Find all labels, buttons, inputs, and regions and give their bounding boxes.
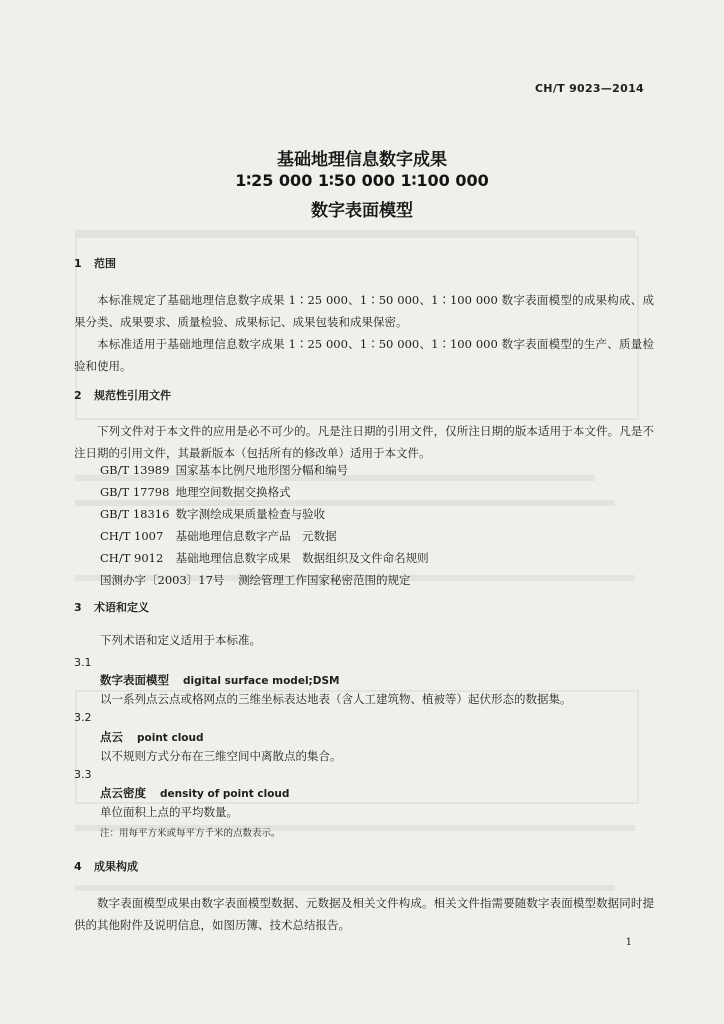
section-title: 规范性引用文件 [94, 389, 171, 402]
section-title: 成果构成 [94, 860, 138, 873]
term-en: point cloud [137, 732, 204, 744]
section-2-intro [74, 420, 654, 464]
reference-item [100, 528, 337, 544]
standard-code: CH/T 9023—2014 [534, 82, 644, 95]
reference-code: GB/T 13989 [100, 463, 170, 477]
term-heading [100, 785, 289, 801]
term-en: digital surface model;DSM [183, 675, 340, 687]
section-2-heading [74, 387, 171, 403]
page-number: 1 [625, 937, 632, 948]
section-number: 1 [74, 257, 82, 270]
term-note: 注：用每平方米或每平方千米的点数表示。 [100, 828, 281, 839]
section-4-heading [74, 858, 138, 874]
section-3-heading [74, 599, 149, 615]
term-number: 3.1 [74, 656, 92, 669]
section-title: 范围 [94, 257, 116, 270]
document-title-line2: 1∶25 000 1∶50 000 1∶100 000 [235, 171, 489, 190]
term-number: 3.2 [74, 711, 92, 724]
reference-code: 国测办字〔2003〕17号 [100, 573, 225, 587]
reference-code: CH/T 1007 [100, 529, 164, 543]
paragraph: 本标准规定了基础地理信息数字成果 1∶25 000、1∶50 000、1∶100 000 数字表面模型的成果构成、成果分类、成果要求、质量检验、成果标记、成果包装和成果保密。 [74, 293, 654, 329]
section-number: 3 [74, 601, 82, 614]
paragraph: 数字表面模型成果由数字表面模型数据、元数据及相关文件构成。相关文件指需要随数字表面模型数据同时提供的其他附件及说明信息，如图历簿、技术总结报告。 [74, 896, 654, 932]
reference-title: 测绘管理工作国家秘密范围的规定 [238, 573, 411, 587]
term-zh: 点云 [100, 730, 123, 744]
section-1-heading [74, 255, 116, 271]
section-3-intro: 下列术语和定义适用于本标准。 [100, 633, 261, 647]
reference-item [100, 484, 291, 500]
reference-item [100, 506, 325, 522]
reference-title: 国家基本比例尺地形图分幅和编号 [175, 463, 349, 477]
reference-item [100, 462, 348, 478]
section-title: 术语和定义 [94, 601, 149, 614]
reference-code: CH/T 9012 [100, 551, 164, 565]
reference-code: GB/T 17798 [100, 485, 170, 499]
term-heading [100, 729, 204, 745]
section-1-body [74, 289, 654, 377]
reference-item [100, 572, 411, 588]
term-en: density of point cloud [160, 788, 290, 800]
term-number: 3.3 [74, 768, 92, 781]
term-heading [100, 672, 339, 688]
term-zh: 数字表面模型 [100, 673, 169, 687]
section-number: 4 [74, 860, 82, 873]
paragraph: 下列文件对于本文件的应用是必不可少的。凡是注日期的引用文件，仅所注日期的版本适用于本文件。凡是不注日期的引用文件，其最新版本（包括所有的修改单）适用于本文件。 [74, 424, 654, 460]
reference-title: 基础地理信息数字成果 数据组织及文件命名规则 [175, 551, 429, 565]
section-4-body [74, 892, 654, 936]
document-title-line3: 数字表面模型 [311, 201, 413, 221]
reference-code: GB/T 18316 [100, 507, 170, 521]
term-definition: 以一系列点云点或格网点的三维坐标表达地表（含人工建筑物、植被等）起伏形态的数据集。 [100, 692, 572, 706]
paragraph: 本标准适用于基础地理信息数字成果 1∶25 000、1∶50 000、1∶100 000 数字表面模型的生产、质量检验和使用。 [74, 337, 654, 373]
reference-title: 基础地理信息数字产品 元数据 [175, 529, 337, 543]
document-title-line1: 基础地理信息数字成果 [277, 150, 447, 170]
reference-title: 数字测绘成果质量检查与验收 [175, 507, 326, 521]
term-zh: 点云密度 [100, 786, 146, 800]
term-definition: 单位面积上点的平均数量。 [100, 805, 238, 819]
section-number: 2 [74, 389, 82, 402]
reference-title: 地理空间数据交换格式 [175, 485, 291, 499]
reference-item [100, 550, 429, 566]
term-definition: 以不规则方式分布在三维空间中离散点的集合。 [100, 749, 342, 763]
